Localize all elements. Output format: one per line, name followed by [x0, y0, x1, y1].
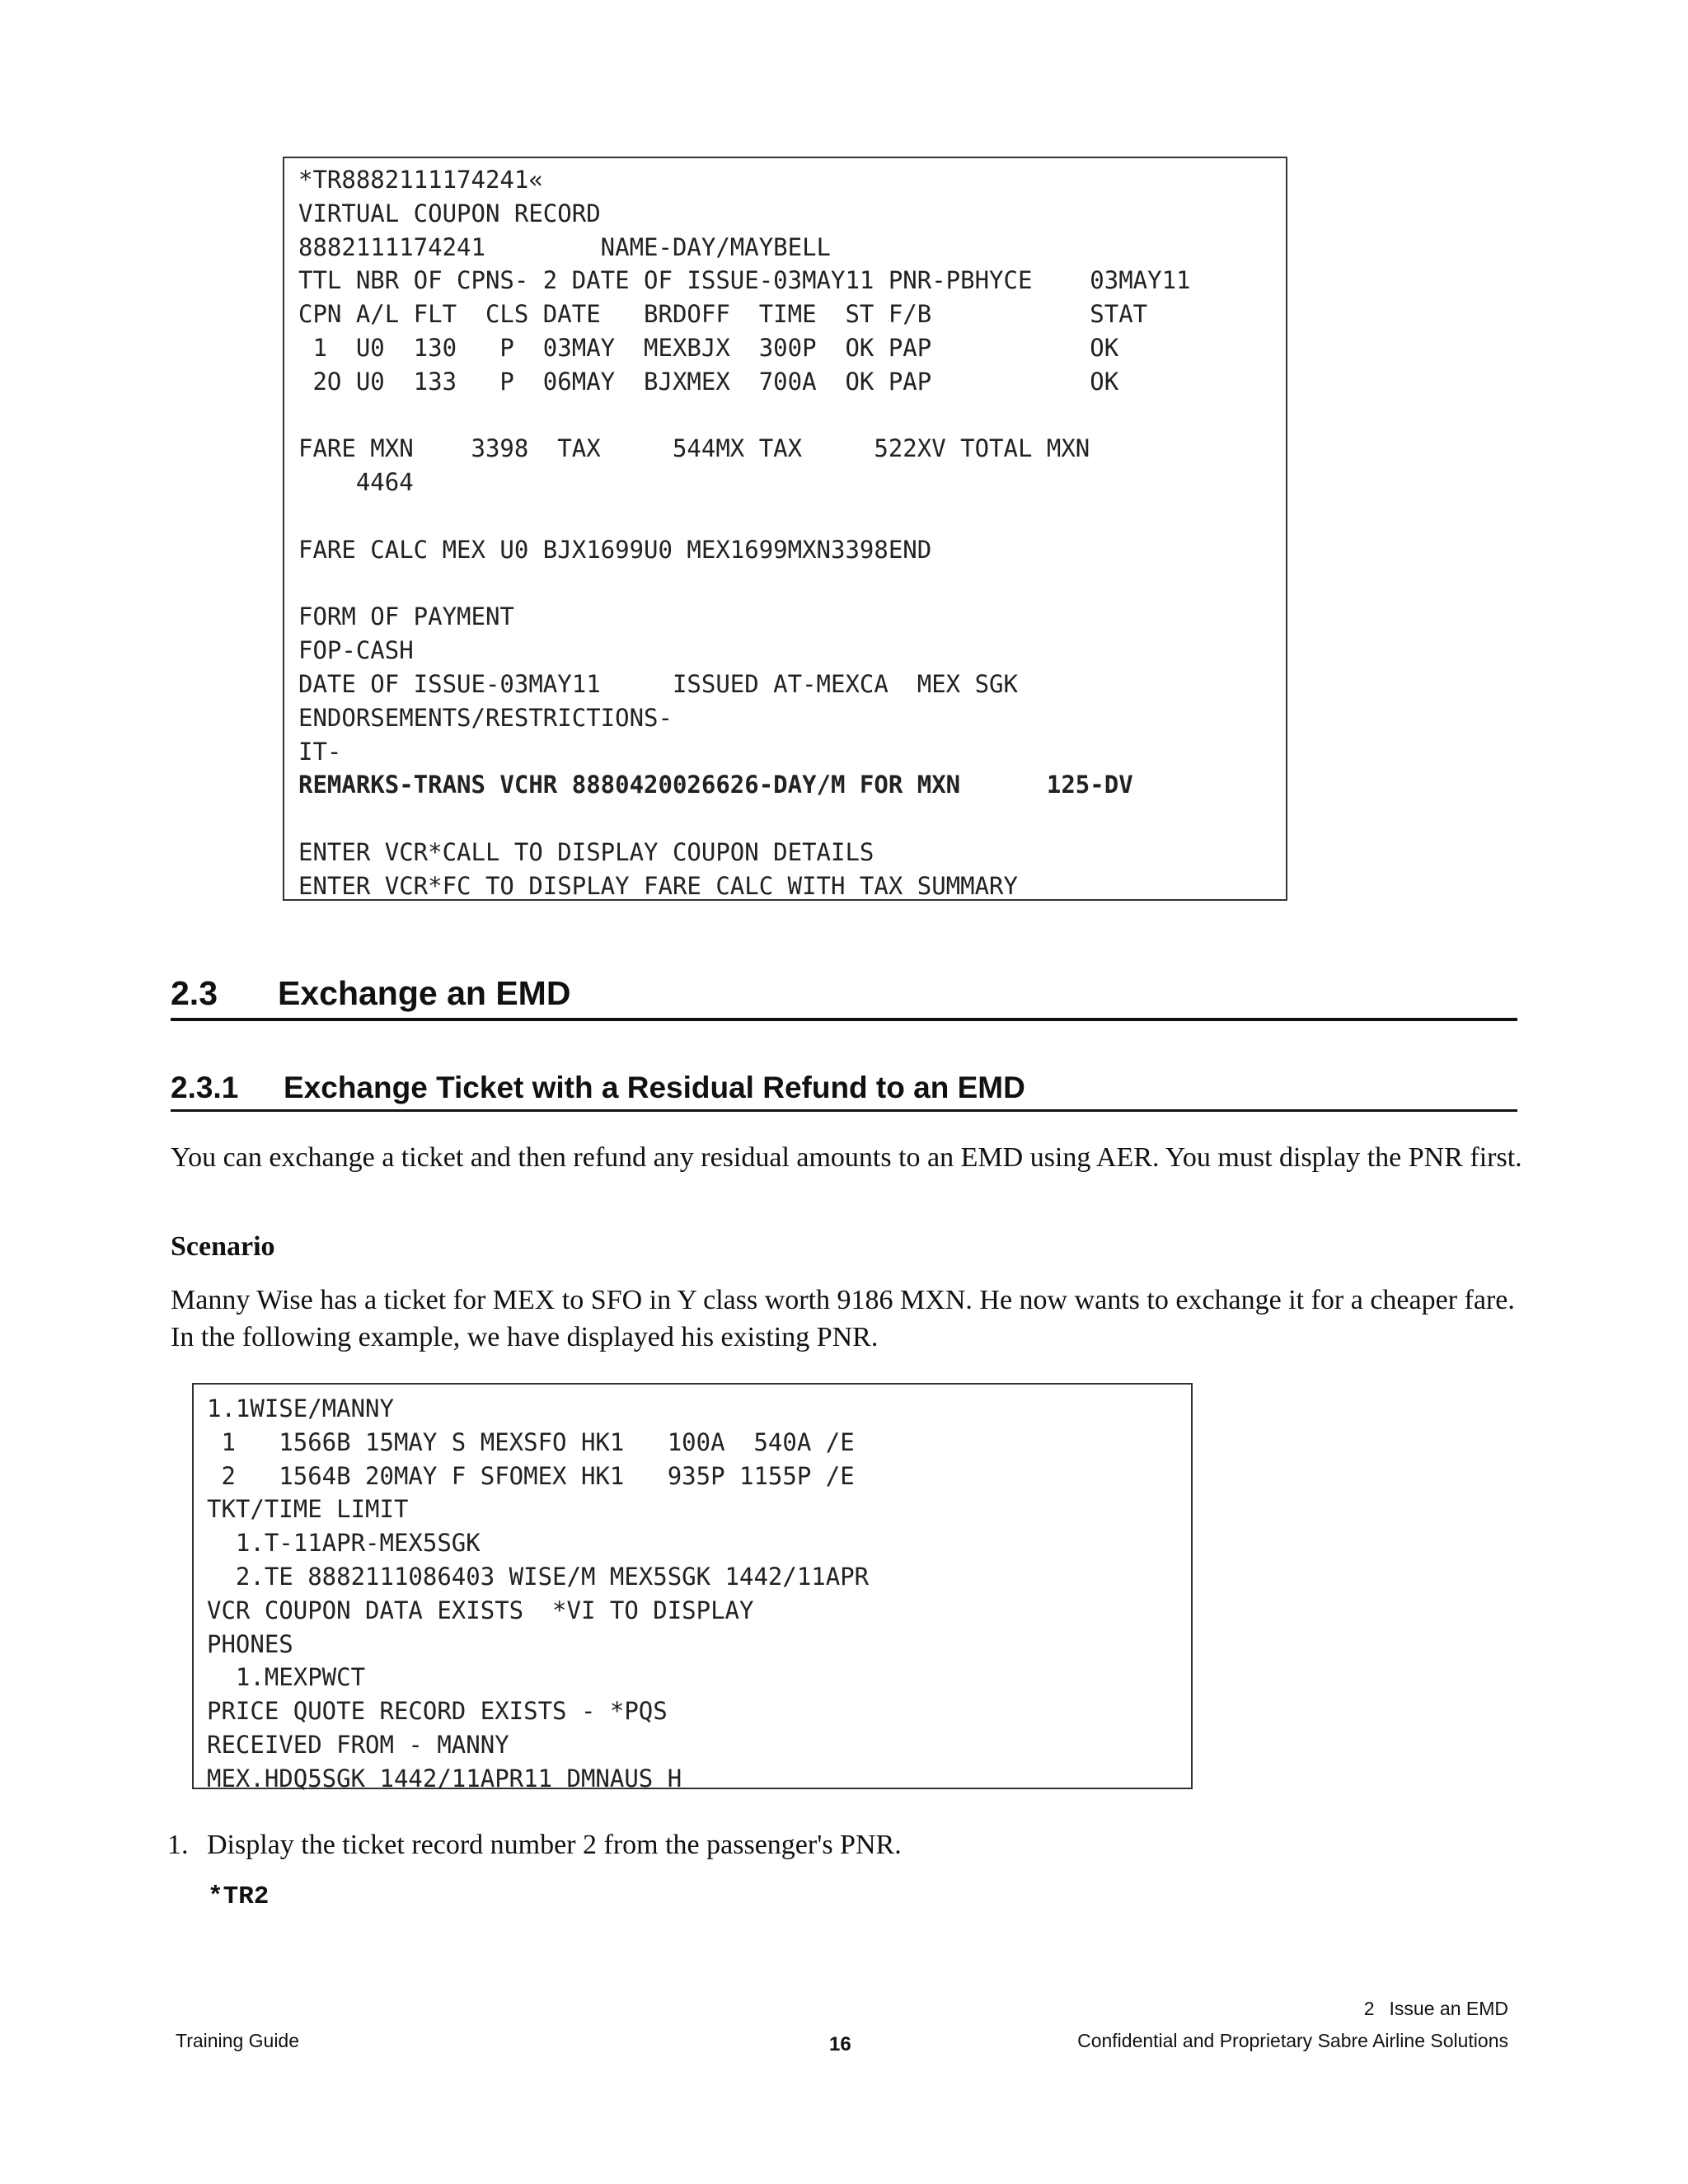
- pnr-line: PHONES: [207, 1629, 293, 1658]
- vcr-line: [298, 802, 1286, 836]
- step-command: *TR2: [208, 1882, 270, 1911]
- pnr-line: MEX.HDQ5SGK 1442/11APR11 DMNAUS H: [207, 1764, 682, 1793]
- vcr-line: ENTER VCR*CALL TO DISPLAY COUPON DETAILS: [298, 837, 874, 866]
- intro-paragraph: You can exchange a ticket and then refund any residual amounts to an EMD using AER. You must display the PNR first.: [171, 1142, 1522, 1173]
- vcr-line: FORM OF PAYMENT: [298, 602, 514, 631]
- vcr-line: 1 U0 130 P 03MAY MEXBJX 300P OK PAP OK: [298, 333, 1119, 362]
- vcr-screen: [283, 157, 1287, 901]
- vcr-line: [298, 499, 1286, 533]
- vcr-line: IT-: [298, 737, 342, 766]
- subsection-heading: [171, 1067, 1517, 1112]
- step-item: [167, 1826, 902, 1863]
- pnr-line: 1.T-11APR-MEX5SGK: [207, 1529, 481, 1558]
- section-title: Exchange an EMD: [278, 974, 571, 1012]
- pnr-screen: [192, 1383, 1193, 1793]
- step-text: Display the ticket record number 2 from the passenger's PNR.: [207, 1830, 902, 1860]
- footer-confidential: Confidential and Proprietary Sabre Airline Solutions: [1077, 2030, 1508, 2051]
- scenario-heading: Scenario: [171, 1231, 275, 1262]
- vcr-line: DATE OF ISSUE-03MAY11 ISSUED AT-MEXCA MEX SGK: [298, 669, 1018, 698]
- vcr-line: *TR8882111174241«: [298, 166, 543, 194]
- pnr-line: PRICE QUOTE RECORD EXISTS - *PQS: [207, 1697, 668, 1726]
- vcr-line: TTL NBR OF CPNS- 2 DATE OF ISSUE-03MAY11 PNR-PBHYCE 03MAY11: [298, 266, 1191, 295]
- vcr-line: 8882111174241 NAME-DAY/MAYBELL: [298, 232, 832, 261]
- pnr-line: 1.1WISE/MANNY: [207, 1394, 394, 1422]
- pnr-line: VCR COUPON DATA EXISTS *VI TO DISPLAY: [207, 1596, 754, 1624]
- vcr-line: ENTER VCR*FC TO DISPLAY FARE CALC WITH TAX SUMMARY: [298, 871, 1018, 900]
- footer-section: [1364, 1996, 1508, 2021]
- section-heading: [171, 968, 1517, 1021]
- subsection-number: 2.3.1: [171, 1071, 239, 1104]
- subsection-title: Exchange Ticket with a Residual Refund to an EMD: [284, 1071, 1025, 1104]
- vcr-line-remarks: REMARKS-TRANS VCHR 8880420026626-DAY/M FOR MXN 125-DV: [298, 771, 1133, 799]
- scenario-paragraph: Manny Wise has a ticket for MEX to SFO in Y class worth 9186 MXN. He now wants to exchange it for a cheaper fare. In the following example, we have displayed his existing PNR.: [171, 1285, 1515, 1352]
- step-number: 1.: [167, 1830, 189, 1860]
- vcr-line: 2O U0 133 P 06MAY BJXMEX 700A OK PAP OK: [298, 367, 1119, 396]
- pnr-line: 1 1566B 15MAY S MEXSFO HK1 100A 540A /E: [207, 1427, 855, 1456]
- pnr-line: RECEIVED FROM - MANNY: [207, 1730, 509, 1759]
- vcr-line: VIRTUAL COUPON RECORD: [298, 199, 601, 227]
- vcr-line: FOP-CASH: [298, 636, 414, 665]
- pnr-line: 2.TE 8882111086403 WISE/M MEX5SGK 1442/11APR: [207, 1562, 870, 1591]
- page-number: 16: [829, 2033, 851, 2055]
- pnr-line: 2 1564B 20MAY F SFOMEX HK1 935P 1155P /E: [207, 1461, 855, 1490]
- vcr-line: 4464: [298, 468, 414, 497]
- footer-section-number: 2: [1363, 1998, 1375, 2019]
- vcr-line: FARE CALC MEX U0 BJX1699U0 MEX1699MXN3398END: [298, 535, 932, 564]
- section-number: 2.3: [171, 974, 218, 1012]
- pnr-line: 1.MEXPWCT: [207, 1663, 366, 1692]
- vcr-line: ENDORSEMENTS/RESTRICTIONS-: [298, 703, 673, 732]
- footer-section-title: Issue an EMD: [1389, 1998, 1508, 2019]
- pnr-line: TKT/TIME LIMIT: [207, 1495, 409, 1524]
- vcr-line: [298, 567, 1286, 601]
- vcr-line: [298, 399, 1286, 433]
- vcr-line: CPN A/L FLT CLS DATE BRDOFF TIME ST F/B STAT: [298, 300, 1148, 329]
- footer-doc-title: Training Guide: [176, 2030, 300, 2051]
- vcr-line: FARE MXN 3398 TAX 544MX TAX 522XV TOTAL MXN: [298, 434, 1090, 463]
